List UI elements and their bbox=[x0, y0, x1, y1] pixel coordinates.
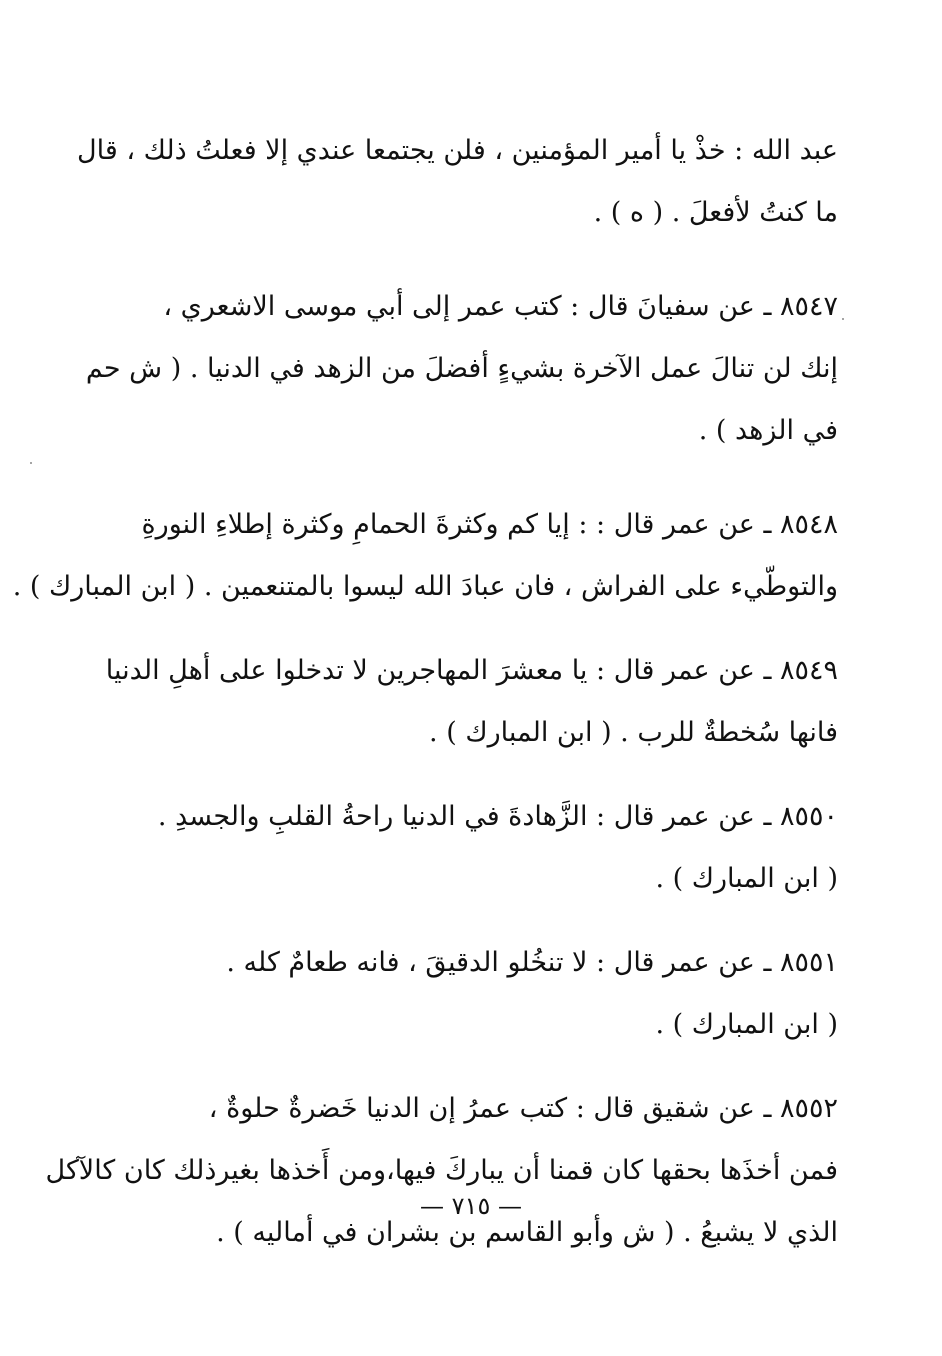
text-line: عبد الله : خذْ يا أمير المؤمنين ، فلن يجتمعا عندي إلا فعلتُ ذلك ، قال bbox=[77, 135, 838, 166]
text-line: ٨٥٥٠ ـ عن عمر قال : الزَّهادةَ في الدنيا راحةُ القلبِ والجسدِ . bbox=[157, 801, 838, 832]
text-line: فمن أخذَها بحقها كان قمنا أن يباركَ فيها،ومن أَخذها بغيرذلك كان كالآكل bbox=[45, 1155, 838, 1186]
text-line: والتوطّيء على الفراش ، فان عبادَ الله ليسوا بالمتنعمين . ( ابن المبارك ) . bbox=[12, 571, 838, 602]
text-line: ٨٥٤٧ ـ عن سفيانَ قال : كتب عمر إلى أبي موسى الاشعري ، bbox=[163, 291, 838, 322]
hadith-8551 bbox=[138, 932, 838, 1056]
text-line: ٨٥٤٨ ـ عن عمر قال : : إيا كم وكثرةَ الحمامِ وكثرة إطلاءِ النورةِ bbox=[141, 509, 838, 540]
hadith-8550 bbox=[138, 786, 838, 910]
hadith-8549 bbox=[105, 640, 838, 764]
scan-speck bbox=[842, 318, 844, 320]
page-number: — ٧١٥ — bbox=[420, 1192, 522, 1220]
text-line: ٨٥٥٢ ـ عن شقيق قال : كتب عمرُ إن الدنيا خَضرةٌ حلوةٌ ، bbox=[208, 1093, 838, 1124]
text-line: في الزهد ) . bbox=[698, 415, 838, 446]
text-line: ٨٥٥١ ـ عن عمر قال : لا تنخُلو الدقيقَ ، فانه طعامٌ كله . bbox=[226, 947, 838, 978]
text-line: ( ابن المبارك ) . bbox=[655, 1009, 838, 1040]
hadith-8548 bbox=[12, 494, 838, 618]
text-line: ٨٥٤٩ ـ عن عمر قال : يا معشرَ المهاجرين لا تدخلوا على أهلِ الدنيا bbox=[105, 655, 838, 686]
text-line: ( ابن المبارك ) . bbox=[655, 863, 838, 894]
text-line: الذي لا يشبعُ . ( ش وأبو القاسم بن بشران في أماليه ) . bbox=[216, 1217, 838, 1248]
text-line: ما كنتُ لأفعلَ . ( ه ) . bbox=[593, 197, 838, 228]
text-line: إنك لن تنالَ عمل الآخرة بشيءٍ أفضلَ من الزهد في الدنيا . ( ش حم bbox=[85, 353, 838, 384]
scan-speck bbox=[30, 462, 32, 464]
paragraph-intro bbox=[77, 120, 838, 244]
body-text bbox=[12, 120, 838, 1264]
text-line: فانها سُخطةٌ للرب . ( ابن المبارك ) . bbox=[429, 717, 838, 748]
hadith-8552 bbox=[45, 1078, 838, 1264]
hadith-8547 bbox=[85, 276, 838, 462]
